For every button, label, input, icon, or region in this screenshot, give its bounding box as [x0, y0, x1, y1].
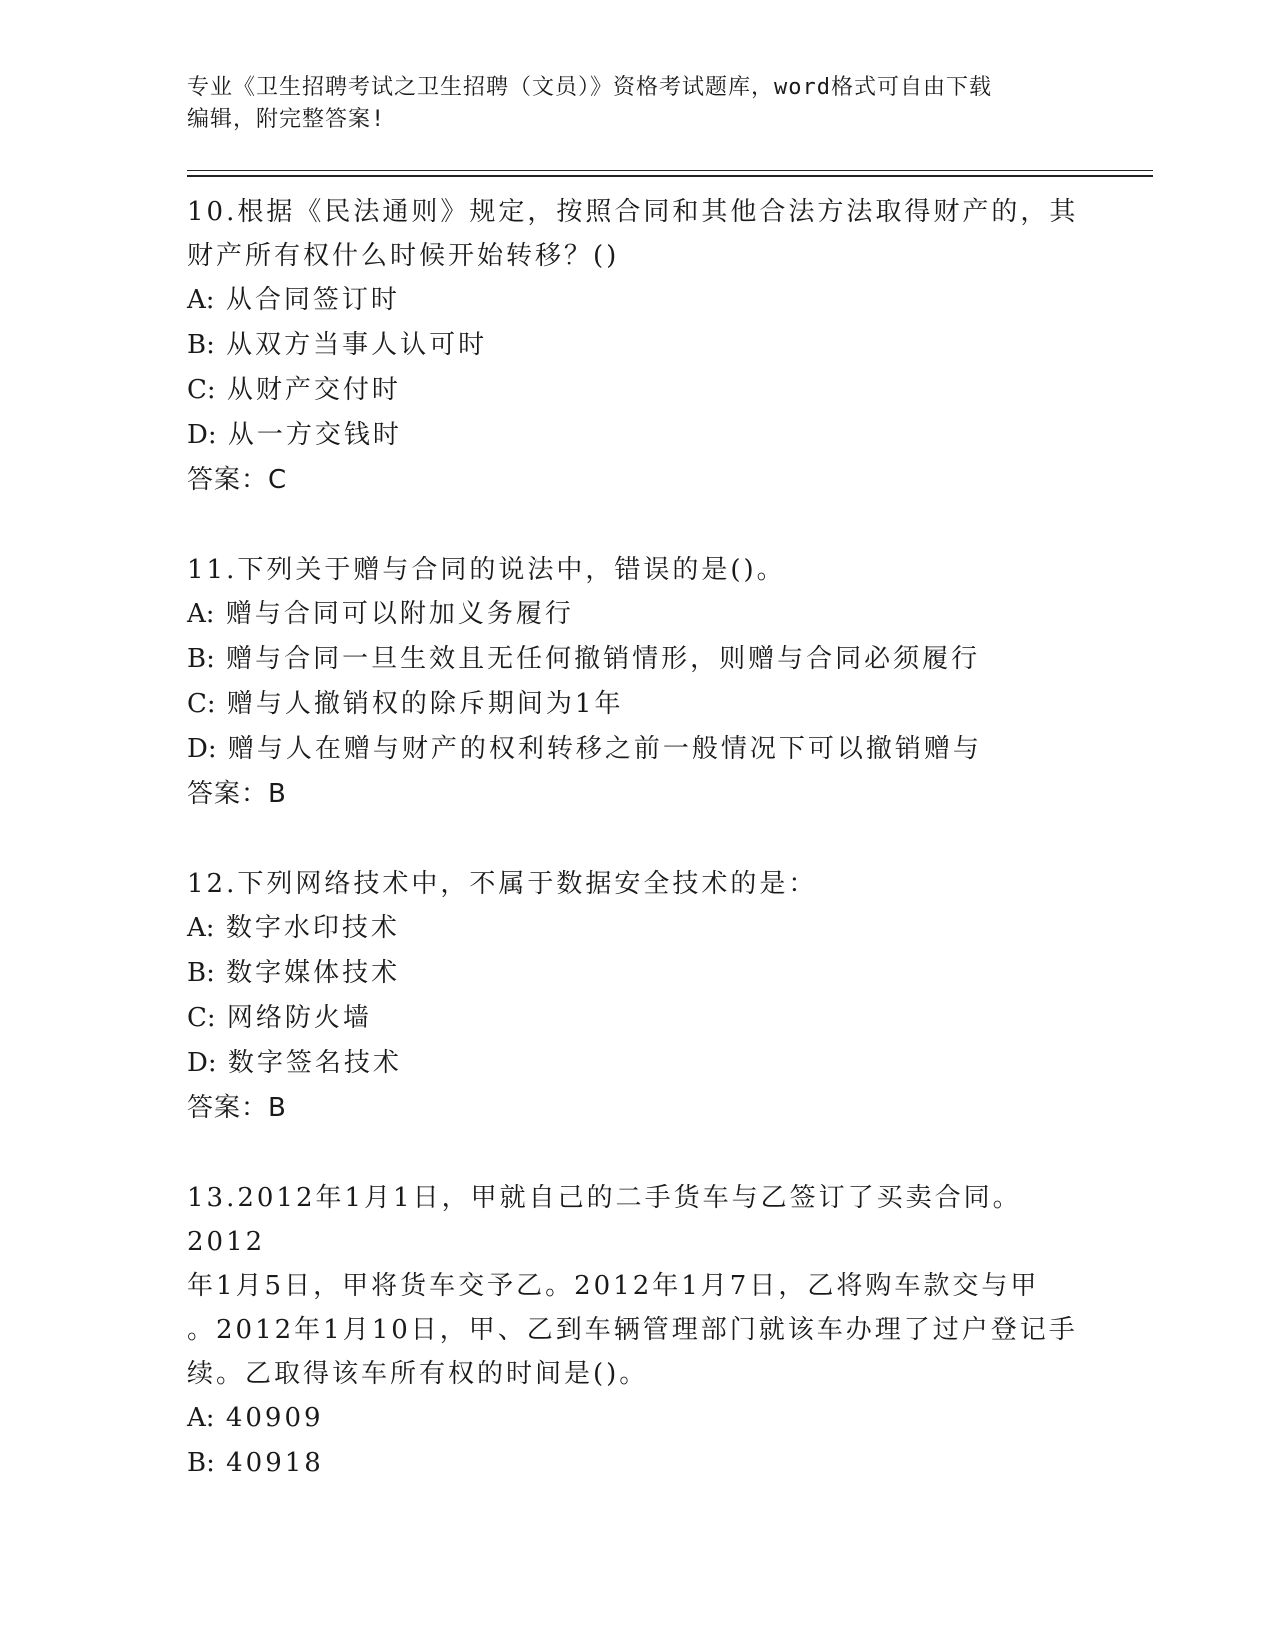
question-stem-line: 。2012年1月10日，甲、乙到车辆管理部门就该车办理了过户登记手 — [187, 1315, 1078, 1345]
answer-line: 答案：B — [187, 779, 287, 809]
option-a — [187, 906, 1087, 951]
option-text: 从一方交钱时 — [227, 420, 402, 450]
question-10 — [187, 190, 1087, 502]
question-stem — [187, 190, 1087, 278]
document-header — [187, 72, 1067, 136]
option-letter: D: — [187, 734, 217, 764]
option-letter: C: — [187, 689, 216, 719]
option-b — [187, 1441, 1087, 1486]
header-divider-thin — [187, 170, 1153, 171]
option-letter: B: — [187, 330, 215, 360]
question-stem-line: 12.下列网络技术中，不属于数据安全技术的是： — [187, 869, 818, 899]
question-stem-line: 13.2012年1月1日，甲就自己的二手货车与乙签订了买卖合同。2012 — [187, 1183, 1022, 1257]
option-letter: A: — [187, 913, 215, 943]
option-letter: D: — [187, 1048, 217, 1078]
option-text: 从双方当事人认可时 — [226, 330, 488, 360]
option-letter: C: — [187, 1003, 216, 1033]
option-text: 数字水印技术 — [225, 913, 400, 943]
header-divider-thick — [187, 175, 1153, 177]
question-13 — [187, 1176, 1087, 1486]
option-text: 从合同签订时 — [225, 285, 400, 315]
option-letter: A: — [187, 1403, 215, 1433]
option-c — [187, 368, 1087, 413]
option-c — [187, 996, 1087, 1041]
question-list — [187, 190, 1087, 1532]
option-b — [187, 637, 1087, 682]
option-text: 数字媒体技术 — [226, 958, 401, 988]
question-stem-line: 11.下列关于赠与合同的说法中，错误的是()。 — [187, 555, 786, 585]
option-letter: D: — [187, 420, 217, 450]
option-c — [187, 682, 1087, 727]
question-stem — [187, 862, 1087, 906]
header-line-2: 编辑，附完整答案! — [187, 107, 386, 132]
header-line-1: 专业《卫生招聘考试之卫生招聘（文员）》资格考试题库，word格式可自由下载 — [187, 75, 992, 100]
option-letter: B: — [187, 1448, 215, 1478]
question-stem — [187, 548, 1087, 592]
option-letter: B: — [187, 644, 215, 674]
question-stem-line: 10.根据《民法通则》规定，按照合同和其他合法方法取得财产的，其 — [187, 197, 1079, 227]
question-stem-line: 年1月5日，甲将货车交予乙。2012年1月7日，乙将购车款交与甲 — [187, 1271, 1040, 1301]
option-d — [187, 727, 1087, 772]
option-letter: A: — [187, 599, 215, 629]
question-stem — [187, 1176, 1087, 1396]
question-11 — [187, 548, 1087, 816]
option-a — [187, 278, 1087, 323]
option-a — [187, 592, 1087, 637]
question-stem-line: 续。乙取得该车所有权的时间是()。 — [187, 1359, 649, 1389]
option-d — [187, 1041, 1087, 1086]
answer-line: 答案：B — [187, 1093, 287, 1123]
option-b — [187, 323, 1087, 368]
question-stem-line: 财产所有权什么时候开始转移？() — [187, 241, 620, 271]
option-text: 数字签名技术 — [227, 1048, 402, 1078]
option-letter: A: — [187, 285, 215, 315]
option-text: 赠与合同一旦生效且无任何撤销情形，则赠与合同必须履行 — [226, 644, 981, 674]
option-text: 赠与人在赠与财产的权利转移之前一般情况下可以撤销赠与 — [227, 734, 982, 764]
option-text: 网络防火墙 — [226, 1003, 372, 1033]
option-text: 从财产交付时 — [226, 375, 401, 405]
answer-line: 答案：C — [187, 465, 288, 495]
option-b — [187, 951, 1087, 996]
question-12 — [187, 862, 1087, 1130]
option-text: 赠与合同可以附加义务履行 — [225, 599, 574, 629]
option-a — [187, 1396, 1087, 1441]
option-text: 40909 — [225, 1403, 324, 1433]
option-letter: B: — [187, 958, 215, 988]
option-text: 40918 — [226, 1448, 324, 1478]
option-letter: C: — [187, 375, 216, 405]
option-text: 赠与人撤销权的除斥期间为1年 — [226, 689, 624, 719]
option-d — [187, 413, 1087, 458]
